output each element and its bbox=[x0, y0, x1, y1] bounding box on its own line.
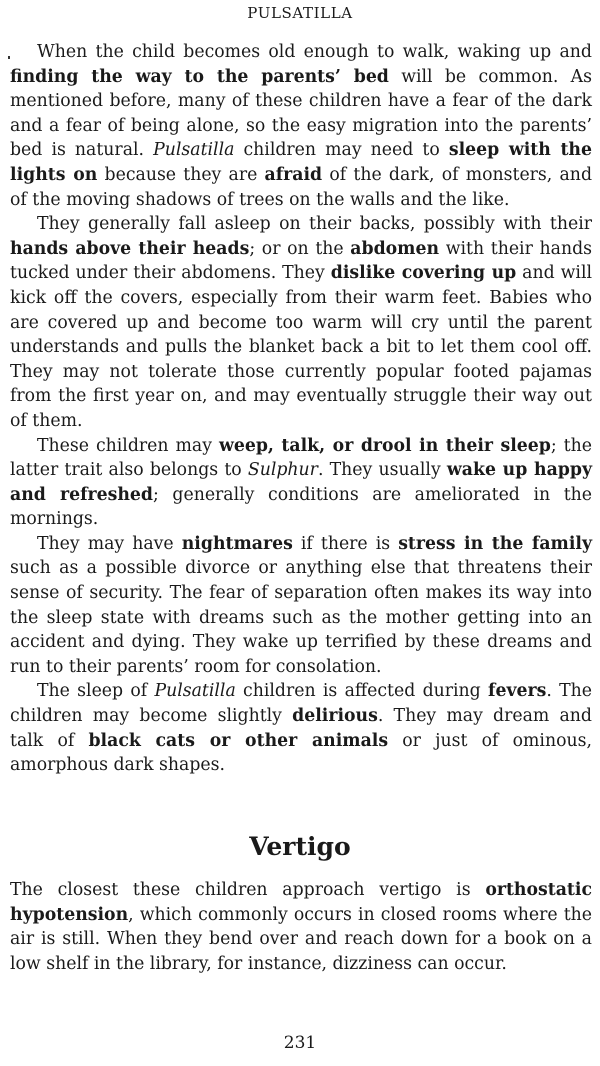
bold-phrase: dislike covering up bbox=[330, 263, 517, 284]
bold-phrase: hands above their heads bbox=[10, 238, 250, 259]
text-run: with their hands tucked under their abdomens. They bbox=[10, 238, 593, 284]
section-heading: Vertigo bbox=[249, 832, 351, 861]
text-run: children may need to bbox=[234, 140, 449, 161]
bold-phrase: fevers bbox=[488, 681, 547, 702]
text-run: They generally fall asleep on their backs, possibly with their bbox=[37, 214, 592, 235]
italic-remedy-name: Pulsatilla bbox=[154, 681, 236, 702]
text-run: The sleep of bbox=[37, 681, 155, 702]
text-run: The closest these children approach vertigo is bbox=[10, 880, 486, 900]
text-run: or just of ominous, amorphous dark shapes. bbox=[10, 730, 592, 776]
text-run: of the dark, of monsters, and of the moving shadows of trees on the walls and the like. bbox=[10, 164, 593, 210]
page-number: 231 bbox=[283, 1033, 317, 1053]
bold-phrase: black cats or other animals bbox=[88, 730, 389, 751]
bold-phrase: orthostatic hypotension bbox=[10, 880, 592, 925]
text-run: ; generally conditions are ameliorated in the mornings. bbox=[10, 484, 593, 530]
section-body bbox=[10, 878, 592, 976]
text-run: ; or on the bbox=[249, 238, 351, 259]
bold-phrase: weep, talk, or drool in their sleep bbox=[218, 435, 551, 456]
text-run: ; the latter trait also belongs to bbox=[10, 435, 592, 481]
paragraph-nightmares bbox=[10, 532, 592, 680]
bold-phrase: abdomen bbox=[350, 238, 440, 259]
italic-remedy-name: Sulphur bbox=[247, 460, 318, 481]
paragraph-sleep-talking bbox=[10, 434, 592, 532]
text-run: such as a possible divorce or anything else that threatens their sense of security. The fear of separation often makes its way into the sleep state with dreams such as the mother getting into an accident and dying. They wake up terrified by these dreams and run to their parents’ room for consolation. bbox=[10, 558, 592, 677]
paragraph-walking bbox=[10, 40, 592, 212]
text-run: They may have bbox=[37, 533, 182, 554]
text-run: . They usually bbox=[317, 460, 447, 481]
italic-remedy-name: Pulsatilla bbox=[153, 140, 235, 161]
paragraph-vertigo bbox=[10, 878, 592, 976]
text-run: . The children may become slightly bbox=[10, 681, 593, 727]
bold-phrase: stress in the family bbox=[398, 533, 592, 554]
bold-phrase: delirious bbox=[292, 706, 378, 727]
bold-phrase: wake up happy and refreshed bbox=[10, 460, 592, 505]
text-run: . They may dream and talk of bbox=[10, 706, 592, 751]
text-run: and will kick off the covers, especially from their warm feet. Babies who are covered up and become too warm will cry until the parent understands and pulls the blanket back a bit to let them cool off. They may not tolerate those currently popular footed pajamas from the first year on, and may eventually struggle their way out of them. bbox=[10, 263, 593, 431]
text-run: children is affected during bbox=[235, 681, 489, 702]
bold-phrase: finding the way to the parents’ bed bbox=[10, 66, 389, 87]
running-head: PULSATILLA bbox=[247, 4, 353, 22]
text-run: if there is bbox=[292, 533, 399, 554]
bold-phrase: nightmares bbox=[181, 533, 293, 554]
text-run: When the child becomes old enough to walk, waking up and bbox=[37, 42, 592, 62]
text-run: These children may bbox=[37, 435, 219, 456]
bold-phrase: afraid bbox=[264, 164, 323, 185]
bold-phrase: sleep with the lights on bbox=[10, 140, 592, 185]
body-text bbox=[10, 40, 592, 778]
text-run: , which commonly occurs in closed rooms where the air is still. When they bend over and reach down for a book on a low shelf in the library, for instance, dizziness can occur. bbox=[10, 904, 592, 974]
text-run: because they are bbox=[97, 164, 265, 185]
text-run: will be common. As mentioned before, many of these children have a fear of the dark and a fear of being alone, so the easy migration into the parents’ bed is natural. bbox=[10, 66, 592, 161]
paragraph-fevers bbox=[10, 679, 592, 777]
paragraph-sleep-position bbox=[10, 212, 592, 433]
